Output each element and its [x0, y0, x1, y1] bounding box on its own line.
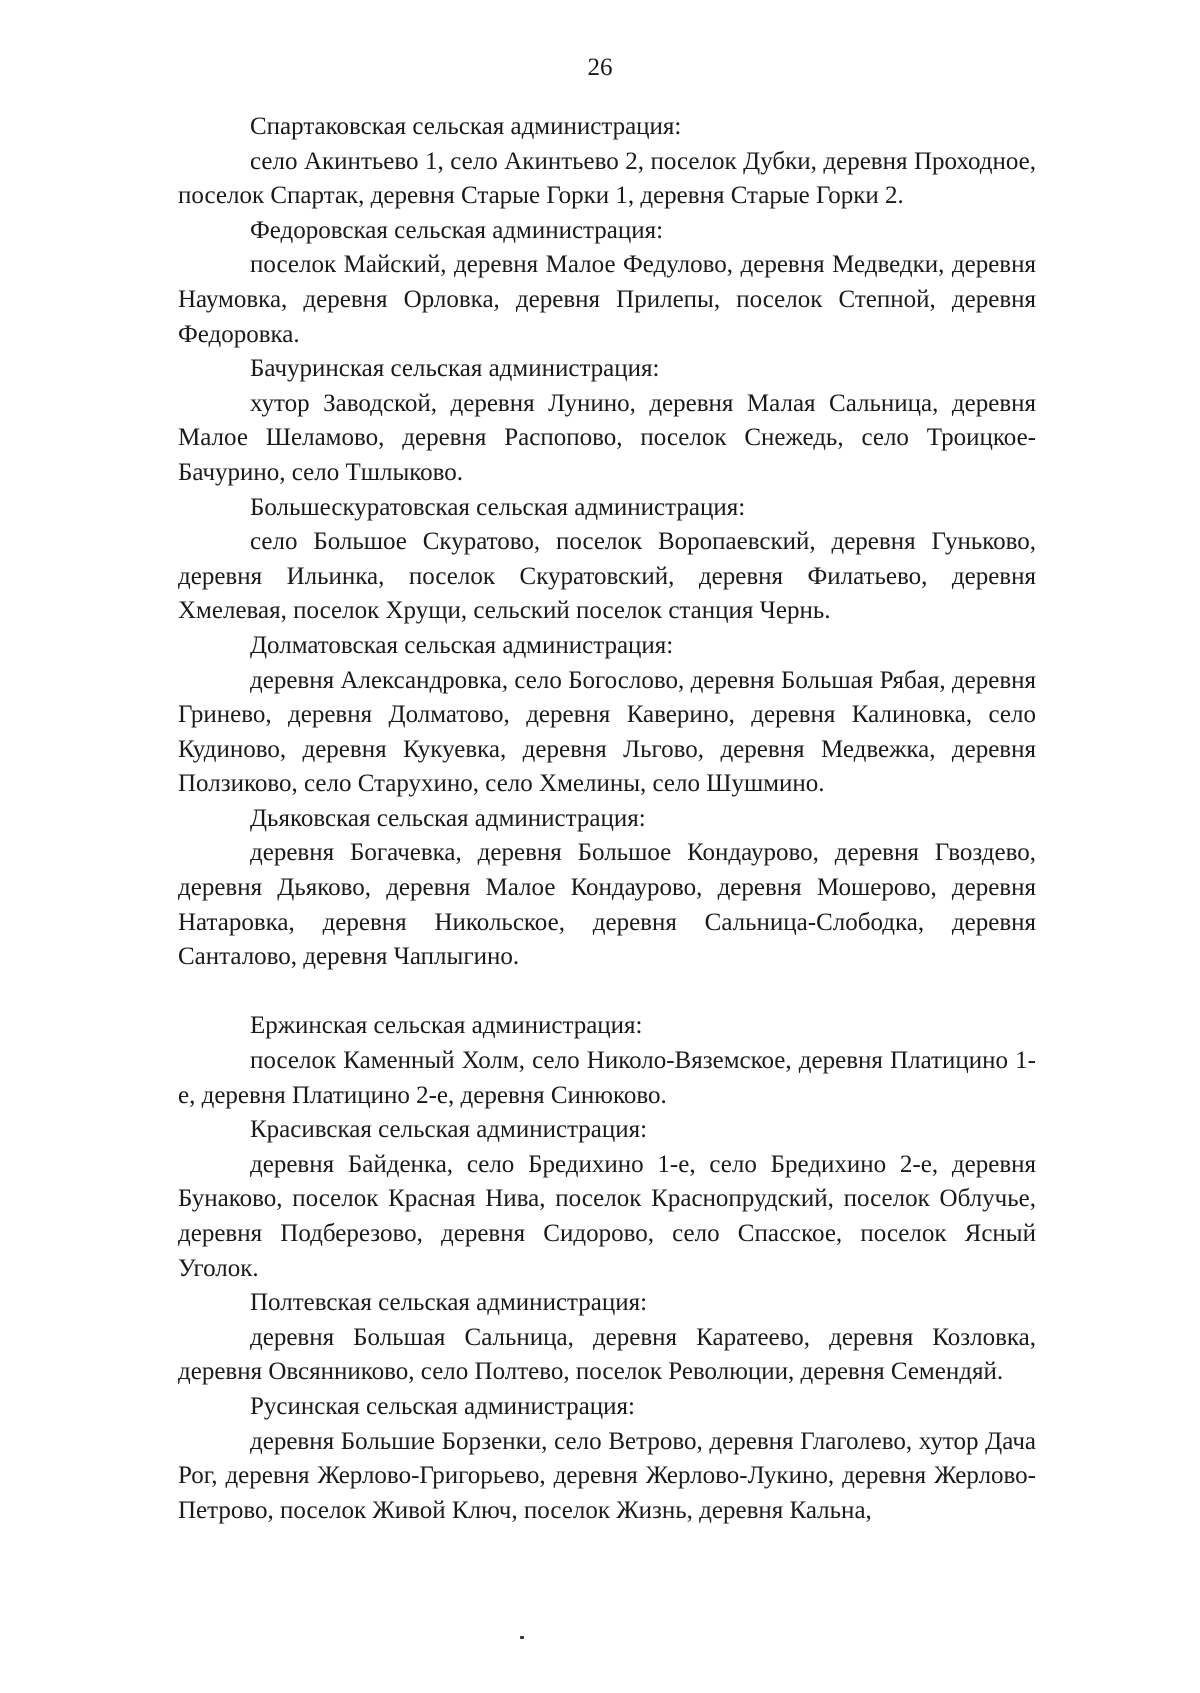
blank-line — [178, 975, 1036, 1010]
section-heading: Полтевская сельская администрация: — [250, 1289, 648, 1317]
section-bolsheskuratovskaya — [178, 491, 1036, 629]
section-bachurinskaya — [178, 352, 1036, 490]
settlement-list: поселок Майский, деревня Малое Федулово, деревня Медведки, деревня Наумовка, деревня Орловка, деревня Прилепы, поселок Степной, деревня Федоровка. — [178, 251, 1036, 348]
settlement-list: деревня Большие Борзенки, село Ветрово, деревня Глаголево, хутор Дача Рог, деревня Жерлово-Григорьево, деревня Жерлово-Лукино, деревня Жерлово-Петрово, поселок Живой Ключ, поселок Жизнь, деревня Кальна, — [178, 1427, 1036, 1524]
section-heading: Бачуринская сельская администрация: — [250, 355, 660, 383]
section-heading: Большескуратовская сельская администрация: — [250, 493, 746, 521]
section-heading: Спартаковская сельская администрация: — [250, 113, 682, 140]
page-number: 26 — [587, 54, 613, 81]
section-dolmatovskaya — [178, 629, 1036, 802]
section-poltevskaya — [178, 1286, 1036, 1390]
settlement-list: деревня Большая Сальница, деревня Каратеево, деревня Козловка, деревня Овсянниково, село Полтево, поселок Революции, деревня Семендяй. — [178, 1323, 1036, 1386]
settlement-list: деревня Байденка, село Бредихино 1-е, село Бредихино 2-е, деревня Бунаково, поселок Красная Нива, поселок Краснопрудский, поселок Облучье, деревня Подберезово, деревня Сидорово, село Спасское, поселок Ясный Уголок. — [178, 1150, 1036, 1282]
scan-speck — [520, 1636, 524, 1639]
section-heading: Дьяковская сельская администрация: — [250, 804, 646, 832]
settlement-list: деревня Богачевка, деревня Большое Кондаурово, деревня Гвоздево, деревня Дьяково, деревня Малое Кондаурово, деревня Мошерово, деревня Натаровка, деревня Никольское, деревня Сальница-Слободка, деревня Санталово, деревня Чаплыгино. — [178, 839, 1036, 971]
section-heading: Красивская сельская администрация: — [250, 1116, 648, 1144]
section-heading: Федоровская сельская администрация: — [250, 216, 664, 244]
section-krasivskaya — [178, 1113, 1036, 1286]
section-spartakovskaya — [178, 110, 1036, 214]
settlement-list: поселок Каменный Холм, село Николо-Вяземское, деревня Платицино 1-е, деревня Платицино 2-е, деревня Синюково. — [178, 1047, 1036, 1109]
section-heading: Долматовская сельская администрация: — [250, 631, 674, 659]
section-heading: Русинская сельская администрация: — [250, 1392, 635, 1420]
document-body — [178, 110, 1036, 1528]
settlement-list: хутор Заводской, деревня Лунино, деревня Малая Сальница, деревня Малое Шеламово, деревня Распопово, поселок Снежедь, село Троицкое-Бачурино, село Тшлыково. — [178, 389, 1036, 486]
settlement-list: село Большое Скуратово, поселок Воропаевский, деревня Гуньково, деревня Ильинка, поселок Скуратовский, деревня Филатьево, деревня Хмелевая, поселок Хрущи, сельский поселок станция Чернь. — [178, 528, 1036, 625]
section-rusinskaya — [178, 1390, 1036, 1528]
section-heading: Ержинская сельская администрация: — [250, 1012, 643, 1040]
section-erzhinskaya — [178, 1009, 1036, 1113]
section-dyakovskaya — [178, 802, 1036, 975]
settlement-list: село Акинтьево 1, село Акинтьево 2, поселок Дубки, деревня Проходное, поселок Спартак, деревня Старые Горки 1, деревня Старые Горки 2. — [178, 147, 1036, 210]
section-fedorovskaya — [178, 214, 1036, 352]
settlement-list: деревня Александровка, село Богослово, деревня Большая Рябая, деревня Гринево, деревня Долматово, деревня Каверино, деревня Калиновка, село Кудиново, деревня Кукуевка, деревня Льгово, деревня Медвежка, деревня Ползиково, село Старухино, село Хмелины, село Шушмино. — [178, 666, 1036, 798]
